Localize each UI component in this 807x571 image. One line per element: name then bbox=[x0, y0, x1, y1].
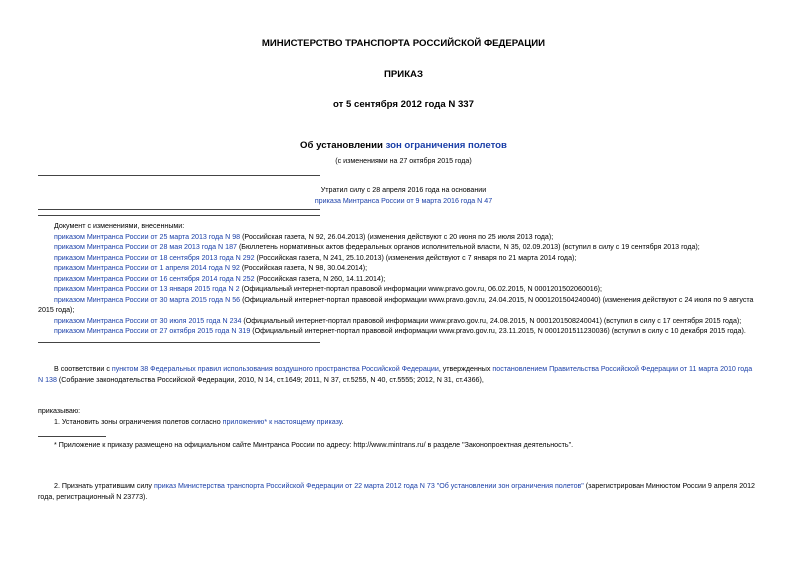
validity-line: Утратил силу с 28 апреля 2016 года на основании bbox=[320, 186, 487, 194]
amendment-link[interactable]: приказом Минтранса России от 1 апреля 2014 года N 92 bbox=[54, 264, 240, 272]
amendment-text: (Российская газета, N 98, 30.04.2014); bbox=[239, 264, 368, 272]
order-item-1 bbox=[54, 418, 344, 426]
order-item-2-line-1 bbox=[38, 481, 778, 492]
amendment-text: (Официальный интернет-портал правовой информации www.pravo.gov.ru, 24.08.2015, N 0001201508240041) (вступил в силу с 17 сентября 2015 года); bbox=[241, 316, 742, 325]
amendment-text: (Российская газета, N 260, 14.11.2014); bbox=[254, 274, 386, 283]
title-link[interactable]: зон ограничения полетов bbox=[385, 140, 507, 151]
divider bbox=[38, 342, 320, 343]
list-item-continuation: 2015 года); bbox=[38, 306, 75, 314]
validity-link-line bbox=[0, 197, 807, 205]
amendments-list bbox=[38, 221, 778, 337]
list-item bbox=[38, 232, 778, 243]
amendment-link[interactable]: приказом Минтранса России от 27 октября 2015 года N 319 bbox=[54, 327, 251, 335]
amendment-link[interactable]: приказом Минтранса России от 30 июля 2015 года N 234 bbox=[54, 316, 242, 325]
footnote-divider bbox=[38, 436, 106, 437]
order-item-1-text: 1. Установить зоны ограничения полетов согласно bbox=[54, 418, 223, 426]
order-item-2 bbox=[38, 481, 778, 502]
basis-line-2 bbox=[38, 375, 778, 386]
amendment-link[interactable]: приказом Минтранса России от 28 мая 2013 года N 187 bbox=[54, 243, 237, 251]
list-item bbox=[38, 263, 778, 274]
amendment-link[interactable]: приказом Минтранса России от 25 марта 2013 года N 98 bbox=[54, 232, 241, 241]
divider bbox=[38, 175, 320, 176]
amendment-text: (Российская газета, N 241, 25.10.2013) (изменения действуют с 7 января по 21 марта 2014 года); bbox=[254, 253, 577, 262]
ministry-heading: МИНИСТЕРСТВО ТРАНСПОРТА РОССИЙСКОЙ ФЕДЕРАЦИИ bbox=[261, 38, 546, 49]
amendments-intro: Документ с изменениями, внесенными: bbox=[54, 222, 185, 230]
title-prefix: Об установлении bbox=[300, 140, 386, 151]
divider bbox=[38, 209, 320, 210]
amendment-link[interactable]: приказом Минтранса России от 30 марта 2015 года N 56 bbox=[54, 295, 241, 304]
basis-mid: , утвержденных bbox=[438, 365, 493, 373]
footnote: * Приложение к приказу размещено на официальном сайте Минтранса России по адресу: http://www.mintrans.ru/ в разделе "Законопроектная деятельность". bbox=[54, 441, 574, 449]
basis-paragraph bbox=[38, 364, 778, 385]
order-item-2-post: (зарегистрирован Минюстом России 9 апреля 2012 bbox=[583, 482, 755, 490]
page-title bbox=[0, 140, 807, 151]
amendment-link[interactable]: приказом Минтранса России от 13 января 2015 года N 2 bbox=[54, 285, 240, 293]
list-item bbox=[38, 316, 778, 327]
basis-link-rules[interactable]: пунктом 38 Федеральных правил использования воздушного пространства Российской Федерации bbox=[111, 365, 439, 373]
amendment-text: (Официальный интернет-портал правовой информации www.pravo.gov.ru, 06.02.2015, N 0001201502060016); bbox=[239, 285, 603, 293]
amendment-text: (Бюллетень нормативных актов федеральных органов исполнительной власти, N 35, 02.09.2013) (вступил в силу с 19 сентября 2013 года); bbox=[236, 243, 700, 251]
repealed-order-link[interactable]: приказ Министерства транспорта Российской Федерации от 22 марта 2012 года N 73 "Об установлении зон ограничения полетов" bbox=[153, 482, 584, 490]
amendment-text: (Официальный интернет-портал правовой информации www.pravo.gov.ru, 23.11.2015, N 0001201511230036) (вступил в силу с 10 декабря 2015 года). bbox=[250, 327, 746, 335]
basis-link-decree[interactable]: постановлением Правительства Российской Федерации от 11 марта 2010 года bbox=[492, 365, 753, 373]
basis-line-1 bbox=[38, 364, 778, 375]
doc-type-heading: ПРИКАЗ bbox=[384, 69, 423, 80]
appendix-link[interactable]: приложению* к настоящему приказу bbox=[222, 418, 342, 426]
basis-link-decree-number[interactable]: N 138 bbox=[38, 375, 57, 384]
list-item bbox=[38, 253, 778, 264]
order-word: приказываю: bbox=[38, 407, 81, 415]
divider bbox=[38, 215, 320, 216]
order-item-2-line-2: года, регистрационный N 23773). bbox=[38, 492, 148, 501]
date-number-heading: от 5 сентября 2012 года N 337 bbox=[333, 99, 474, 110]
amendment-text: (Официальный интернет-портал правовой информации www.pravo.gov.ru, 24.04.2015, N 0001201504240040) (изменения действуют с 24 июля по 9 августа bbox=[240, 295, 754, 304]
list-item bbox=[38, 326, 778, 337]
amended-note: (с изменениями на 27 октября 2015 года) bbox=[335, 157, 472, 165]
validity-link[interactable]: приказа Минтранса России от 9 марта 2016 года N 47 bbox=[314, 197, 493, 205]
basis-pre: В соответствии с bbox=[54, 365, 112, 373]
basis-post: (Собрание законодательства Российской Федерации, 2010, N 14, ст.1649; 2011, N 37, ст.5255, N 40, ст.5555; 2012, N 31, ст.4366), bbox=[56, 375, 484, 384]
order-item-2-text: 2. Признать утратившим силу bbox=[54, 482, 154, 490]
list-item bbox=[38, 295, 778, 306]
list-item bbox=[38, 274, 778, 285]
amendment-link[interactable]: приказом Минтранса России от 18 сентября 2013 года N 292 bbox=[54, 253, 255, 262]
order-item-1-end: . bbox=[341, 418, 344, 426]
list-item bbox=[38, 242, 778, 253]
amendment-link[interactable]: приказом Минтранса России от 16 сентября 2014 года N 252 bbox=[54, 274, 255, 283]
list-item bbox=[38, 284, 778, 295]
amendment-text: (Российская газета, N 92, 26.04.2013) (изменения действуют с 20 июня по 25 июля 2013 года); bbox=[240, 232, 554, 241]
